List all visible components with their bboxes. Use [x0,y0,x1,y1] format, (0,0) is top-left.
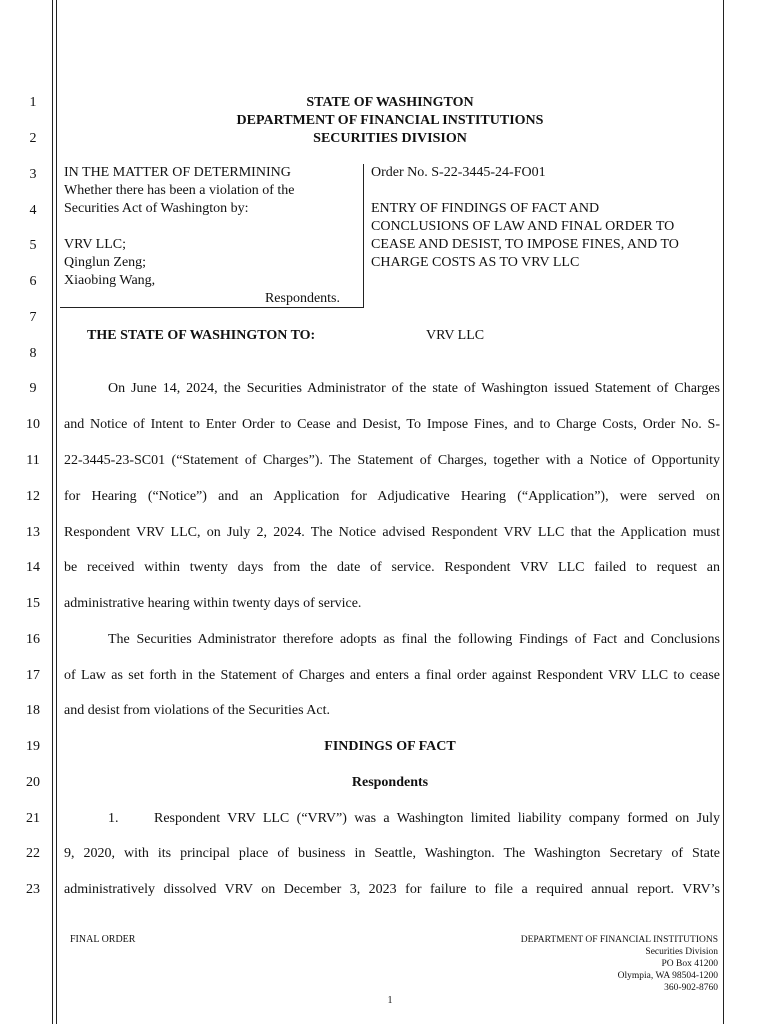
caption-line: Qinglun Zeng; [64,255,147,270]
footer-address-line: 360-902-8760 [664,983,718,993]
body-line: On June 14, 2024, the Securities Administrator of the state of Washington issued Statement of Charges [108,381,720,396]
order-number: Order No. S-22-3445-24-FO01 [371,165,546,180]
caption-line: IN THE MATTER OF DETERMINING [64,165,291,180]
line-number: 22 [26,846,40,861]
line-number: 17 [26,668,40,683]
line-number: 3 [29,167,37,182]
respondents-label: Respondents. [264,291,340,306]
right-margin-rule [723,0,724,1024]
line-number: 8 [29,346,37,361]
footer-address-line: PO Box 41200 [661,959,718,969]
line-number: 21 [26,811,40,826]
line-number: 18 [26,703,40,718]
order-title-line: CEASE AND DESIST, TO IMPOSE FINES, AND TO [371,237,679,252]
body-line: The Securities Administrator therefore adopts as final the following Findings of Fact and Conclusions [108,632,720,647]
body-line: administratively dissolved VRV on December 3, 2023 for failure to file a required annual report. VRV’s [64,882,720,897]
line-number: 5 [29,238,37,253]
left-margin-rule-1 [52,0,53,1024]
to-label: THE STATE OF WASHINGTON TO: [87,328,316,343]
line-number: 13 [26,525,40,540]
left-margin-rule-2 [56,0,57,1024]
footer-address [440,934,718,994]
order-title-line: CONCLUSIONS OF LAW AND FINAL ORDER TO [371,219,675,234]
caption-line: Securities Act of Washington by: [64,201,249,216]
body-line: Respondent VRV LLC (“VRV”) was a Washington limited liability company formed on July [154,811,720,826]
order-title-line: CHARGE COSTS AS TO VRV LLC [371,255,580,270]
caption-parties [64,164,344,308]
line-number: 1 [29,95,37,110]
caption-divider [363,164,364,307]
caption-line: VRV LLC; [64,237,127,252]
respondents-heading: Respondents [351,775,429,790]
caption-line: Whether there has been a violation of the [64,183,295,198]
body-line: 22-3445-23-SC01 (“Statement of Charges”). The Statement of Charges, together with a Notice of Opportunity [64,453,720,468]
page-number: 1 [387,995,393,1006]
order-title-line: ENTRY OF FINDINGS OF FACT AND [371,201,600,216]
line-number: 14 [26,560,40,575]
line-number: 10 [26,417,40,432]
line-number: 15 [26,596,40,611]
body-line: administrative hearing within twenty days of service. [64,596,362,611]
body-line: and desist from violations of the Securities Act. [64,703,330,718]
footer-address-line: Securities Division [645,947,718,957]
line-number: 20 [26,775,40,790]
body-line: of Law as set forth in the Statement of Charges and enters a final order against Respondent VRV LLC to cease [64,668,720,683]
line-number: 2 [29,131,37,146]
header-division: SECURITIES DIVISION [313,131,467,146]
line-number: 9 [29,381,37,396]
body-line: and Notice of Intent to Enter Order to Cease and Desist, To Impose Fines, and to Charge Costs, Order No. S- [64,417,720,432]
caption-underline [60,307,364,308]
item-number: 1. [108,811,119,826]
header-department: DEPARTMENT OF FINANCIAL INSTITUTIONS [236,113,544,128]
caption-order [371,164,716,272]
findings-heading: FINDINGS OF FACT [324,739,456,754]
caption-line [64,218,344,236]
to-recipient: VRV LLC [426,328,485,343]
line-number: 16 [26,632,40,647]
footer-address-line: Olympia, WA 98504-1200 [617,971,718,981]
header-state: STATE OF WASHINGTON [306,95,474,110]
line-number: 19 [26,739,40,754]
line-number: 12 [26,489,40,504]
body-line: be received within twenty days from the date of service. Respondent VRV LLC failed to request an [64,560,720,575]
footer-address-line: DEPARTMENT OF FINANCIAL INSTITUTIONS [520,935,718,945]
line-number: 7 [29,310,37,325]
body-line: for Hearing (“Notice”) and an Application for Adjudicative Hearing (“Application”), were served on [64,489,720,504]
line-number: 23 [26,882,40,897]
body-line: Respondent VRV LLC, on July 2, 2024. The Notice advised Respondent VRV LLC that the Application must [64,525,720,540]
footer-title: FINAL ORDER [70,934,136,945]
caption-line: Xiaobing Wang, [64,273,156,288]
line-number: 4 [29,203,37,218]
line-number: 11 [26,453,40,468]
body-line: 9, 2020, with its principal place of business in Seattle, Washington. The Washington Secretary of State [64,846,720,861]
line-number: 6 [29,274,37,289]
